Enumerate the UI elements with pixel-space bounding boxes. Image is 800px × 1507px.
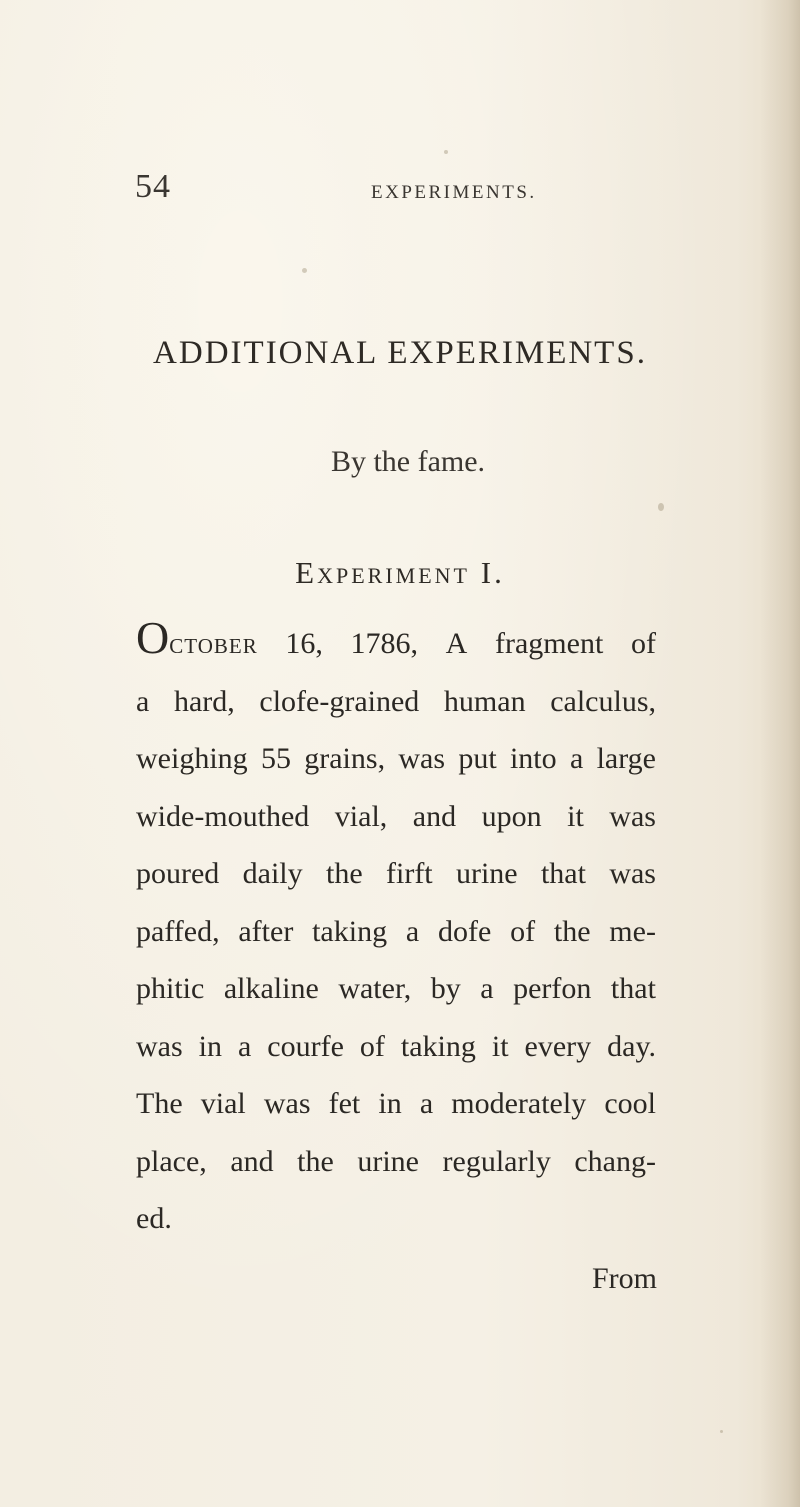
word: water, (338, 972, 412, 1005)
word: phitic (136, 972, 205, 1005)
word: dofe (437, 914, 492, 948)
word: of (510, 914, 536, 948)
text-line (136, 960, 656, 1018)
drop-cap: O (136, 612, 170, 663)
opening-word-rest: ctober (169, 627, 258, 660)
word: vial (200, 1087, 246, 1120)
word: a (405, 914, 420, 948)
word: urine (455, 857, 518, 890)
experiment-heading-initial: E (295, 555, 318, 590)
body-paragraph (136, 612, 656, 1248)
word: put (458, 742, 497, 775)
word: poured (136, 857, 220, 890)
experiment-heading-numeral: I. (480, 555, 505, 590)
experiment-heading (0, 555, 800, 591)
word: alkaline (223, 972, 319, 1005)
opening-words (136, 612, 258, 673)
word: that (610, 972, 656, 1005)
word: large (596, 742, 656, 775)
word: was (398, 742, 446, 775)
word: chang- (574, 1144, 656, 1178)
paper-speck (444, 150, 448, 154)
word: fragment (495, 627, 604, 660)
page-number: 54 (135, 168, 171, 205)
word: 16, (285, 627, 323, 660)
word: a (480, 972, 494, 1005)
word: and (412, 799, 457, 833)
word: a (569, 742, 584, 775)
word: clofe-grained (259, 684, 420, 718)
text-line (136, 1133, 656, 1191)
word: of (359, 1029, 385, 1063)
word: it (491, 1029, 509, 1063)
section-heading: ADDITIONAL EXPERIMENTS. (153, 335, 647, 371)
word: upon (481, 799, 542, 833)
word: by (430, 972, 461, 1005)
word: was (263, 1087, 311, 1120)
word: The (136, 1087, 183, 1120)
text-line (136, 903, 656, 961)
word: was (136, 1029, 183, 1063)
word: place, (136, 1144, 207, 1178)
page-edge-shadow (760, 0, 800, 1507)
word: of (630, 627, 656, 660)
word: hard, (173, 684, 235, 718)
word: the (553, 914, 591, 948)
word: a (136, 684, 150, 718)
word: urine (357, 1144, 419, 1178)
text-line (136, 1018, 656, 1076)
word: in (378, 1087, 402, 1120)
word: wide-mouthed (136, 799, 310, 833)
paper-speck (302, 268, 307, 273)
word: moderately (451, 1087, 587, 1120)
text-line (136, 612, 656, 673)
word: taking (312, 914, 388, 948)
word: a (419, 1087, 434, 1120)
running-title: EXPERIMENTS. (371, 182, 537, 203)
catchword: From (591, 1262, 657, 1295)
word: 55 (260, 742, 291, 775)
word: weighing (136, 742, 248, 775)
text-line (136, 1075, 656, 1133)
word: taking (400, 1029, 476, 1063)
word: perfon (513, 972, 592, 1005)
paper-speck (658, 503, 664, 511)
word: day. (607, 1029, 656, 1063)
word: me- (609, 914, 656, 948)
word: vial, (334, 799, 388, 833)
word: a (237, 1029, 252, 1063)
word: in (198, 1029, 222, 1063)
word: daily (242, 857, 303, 890)
text-line (136, 673, 656, 731)
word: courfe (267, 1029, 344, 1063)
word: that (540, 857, 586, 890)
word: grains, (304, 742, 386, 775)
word: firft (386, 857, 433, 890)
byline: By the fame. (330, 445, 486, 478)
word: into (509, 742, 557, 775)
running-head (135, 168, 655, 228)
word: calculus, (550, 684, 656, 718)
word: after (238, 914, 294, 948)
word: was (609, 799, 656, 833)
word: was (609, 857, 656, 890)
word: 1786, (350, 627, 419, 660)
word: regularly (442, 1144, 551, 1178)
text-line: ed. (136, 1202, 172, 1235)
word: and (230, 1144, 274, 1178)
text-line (136, 730, 656, 788)
word: fet (328, 1087, 361, 1120)
paper-speck (720, 1430, 723, 1433)
text-line (136, 788, 656, 846)
word: the (326, 857, 363, 890)
text-line (136, 845, 656, 903)
word: A (445, 627, 468, 660)
word: it (567, 799, 584, 833)
experiment-heading-word: xperiment (317, 555, 470, 590)
word: paffed, (136, 914, 220, 948)
word: cool (604, 1087, 656, 1120)
word: the (297, 1144, 334, 1178)
word: human (443, 684, 526, 718)
word: every (524, 1029, 592, 1063)
